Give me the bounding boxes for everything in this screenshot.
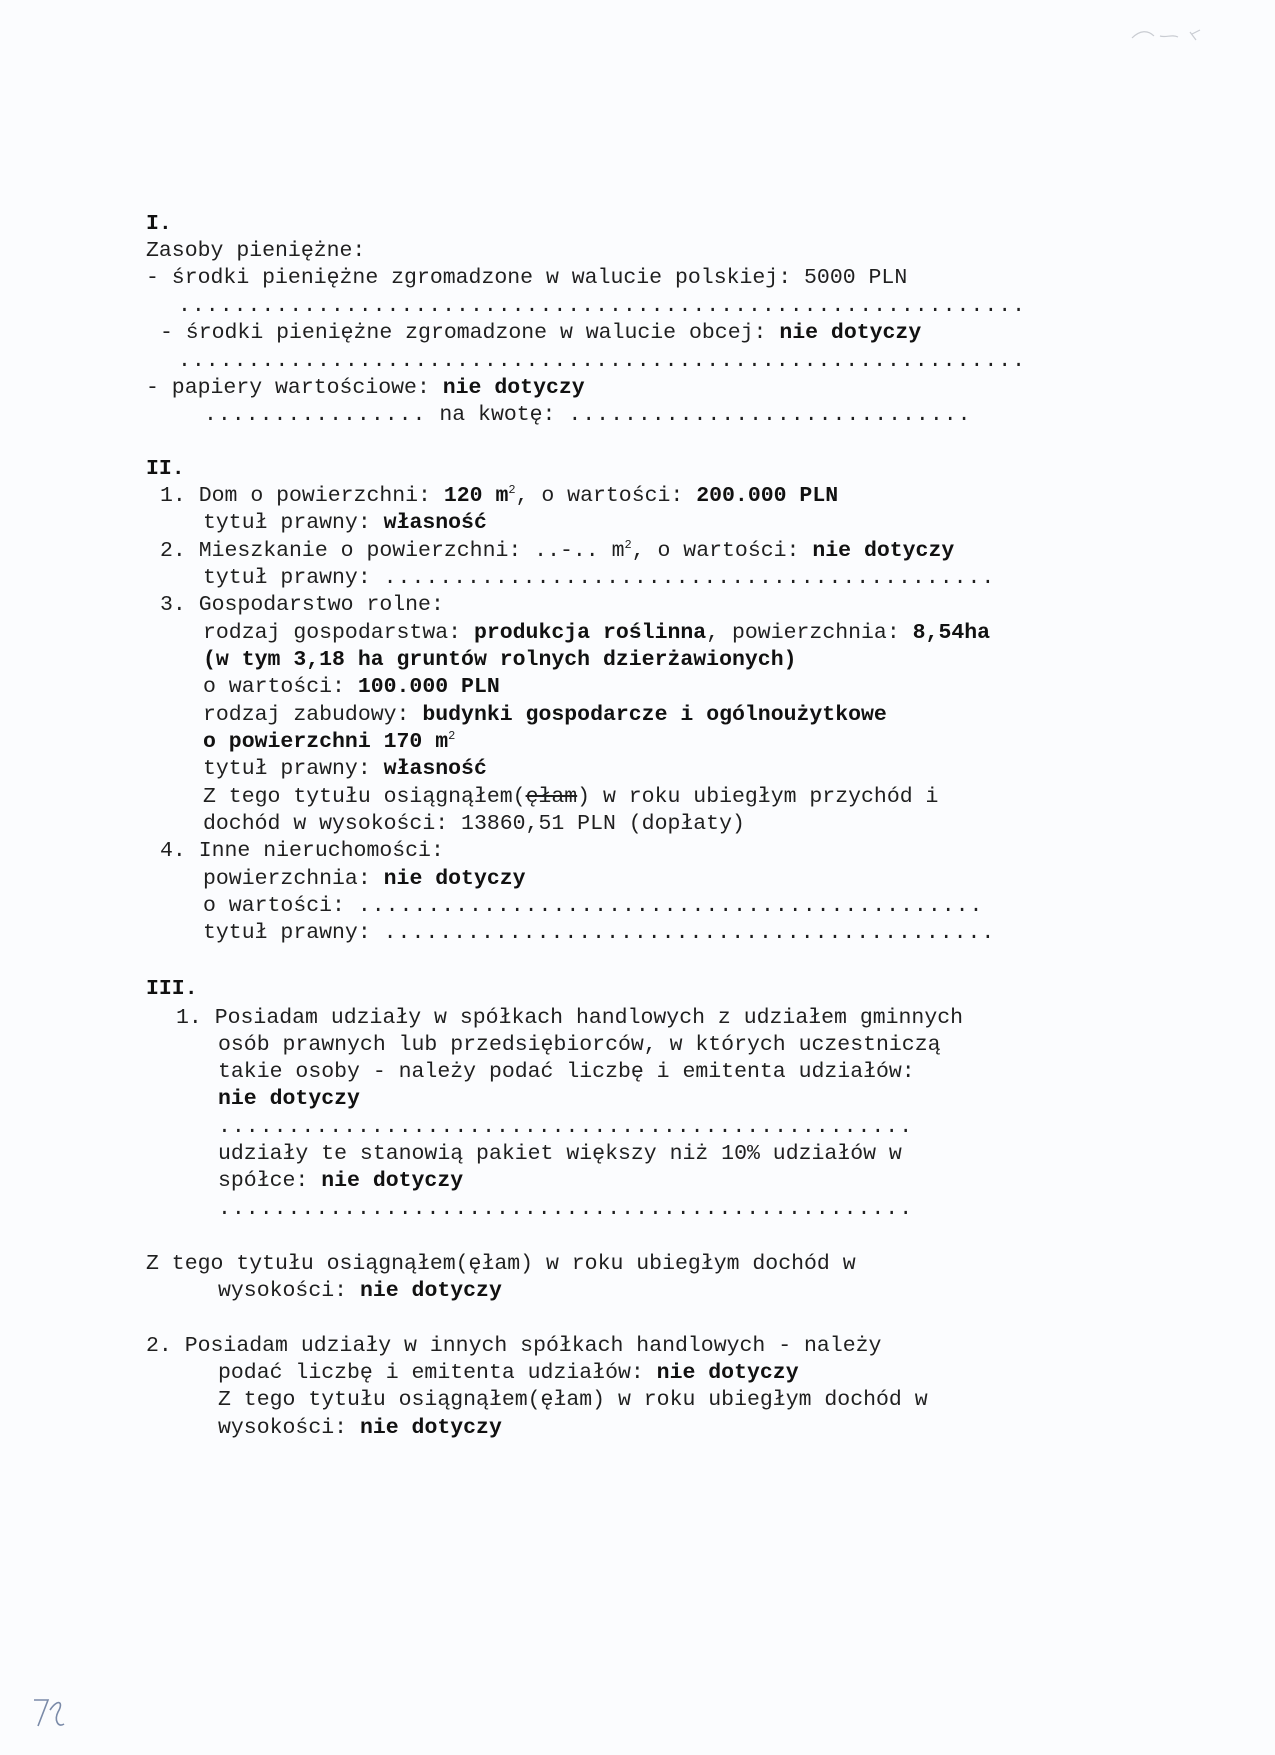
other-shares-line-3: Z tego tytułu osiągnąłem(ęłam) w roku ubiegłym dochód w — [218, 1388, 928, 1412]
apartment-label: Mieszkanie o powierzchni: ..-.. m — [198, 539, 625, 563]
shares-line-1: 1. Posiadam udziały w spółkach handlowych z udziałem gminnych — [176, 1006, 964, 1030]
buildings-value: budynki gospodarcze i ogólnoużytkowe — [422, 703, 887, 727]
dotted-line: ............................................. — [357, 894, 984, 918]
dotted-line: ............................................................. — [178, 349, 1027, 373]
farm-value-line — [203, 674, 500, 701]
item-number: 2. — [160, 539, 186, 563]
dotted-line: ............................................................. — [178, 294, 1027, 318]
farm-area-value: 8,54ha — [912, 621, 991, 645]
shares-value-1: nie dotyczy — [218, 1087, 360, 1111]
other-shares-line-2: podać liczbę i emitenta udziałów: nie dotyczy — [218, 1361, 799, 1385]
shares-line-3: takie osoby - należy podać liczbę i emitenta udziałów: — [218, 1060, 915, 1084]
apartment-title-line — [203, 565, 995, 592]
dotted-line: ................ — [204, 403, 427, 427]
farm-value: 100.000 PLN — [357, 675, 500, 699]
section-1-title: Zasoby pieniężne: — [146, 239, 366, 263]
title-label: tytuł prawny: — [203, 757, 384, 781]
farm-value-label: o wartości: — [203, 675, 358, 699]
house-label: Dom o powierzchni: — [198, 484, 444, 508]
superscript: 2 — [624, 537, 632, 552]
other-shares-line-4: wysokości: nie dotyczy — [218, 1416, 502, 1440]
house-title-line — [203, 510, 487, 537]
shares-line-5: spółce: nie dotyczy — [218, 1169, 464, 1193]
farm-income-line-2: dochód w wysokości: 13860,51 PLN (dopłaty) — [203, 812, 745, 836]
item-number: 1. — [160, 484, 186, 508]
title-label: tytuł prawny: — [203, 566, 384, 590]
shares-income-value: nie dotyczy — [359, 1279, 502, 1303]
house-mid: , o wartości: — [515, 484, 697, 508]
section-3-heading: III. — [146, 977, 198, 1001]
house-area: 120 m — [443, 484, 509, 508]
farm-label: Gospodarstwo rolne: — [198, 593, 444, 617]
superscript: 2 — [508, 482, 516, 497]
shares-line-2: osób prawnych lub przedsiębiorców, w których uczestniczą — [218, 1033, 941, 1057]
area-value: nie dotyczy — [383, 867, 526, 891]
shares-income-line-1: Z tego tytułu osiągnąłem(ęłam) w roku ubiegłym dochód w — [146, 1252, 856, 1276]
farm-area-label: , powierzchnia: — [706, 621, 913, 645]
scan-corner-mark — [1130, 24, 1220, 44]
shares-income-line-2: wysokości: nie dotyczy — [218, 1279, 502, 1303]
foreign-funds-label: - środki pieniężne zgromadzone w walucie obcej: — [160, 321, 780, 345]
area-label: powierzchnia: — [203, 867, 384, 891]
apartment-value: nie dotyczy — [812, 539, 955, 563]
dotted-line: .................................................. — [218, 1197, 914, 1221]
buildings-label: rodzaj zabudowy: — [203, 703, 423, 727]
shares-value-2: nie dotyczy — [321, 1169, 464, 1193]
foreign-funds-line — [160, 320, 921, 347]
title-label: tytuł prawny: — [203, 921, 384, 945]
title-value: własność — [383, 757, 487, 781]
farm-buildings-area: o powierzchni 170 $m^2$ — [203, 728, 456, 754]
foreign-funds-value: nie dotyczy — [779, 321, 922, 345]
pln-funds-line — [146, 265, 907, 292]
other-title-line — [203, 920, 995, 947]
item-number: 2. — [146, 1334, 172, 1358]
farm-line — [160, 592, 444, 619]
value-label: o wartości: — [203, 894, 358, 918]
house-value: 200.000 PLN — [696, 484, 839, 508]
other-area-line — [203, 866, 526, 893]
securities-value: nie dotyczy — [442, 376, 585, 400]
section-2-heading: II. — [146, 457, 185, 481]
pln-funds-label: - środki pieniężne zgromadzone w walucie polskiej: — [146, 266, 805, 290]
securities-label: - papiery wartościowe: — [146, 376, 443, 400]
other-shares-value: nie dotyczy — [656, 1361, 799, 1385]
struck-text: ęłam — [525, 785, 578, 809]
farm-type-line — [203, 620, 990, 647]
superscript: 2 — [448, 728, 456, 743]
title-label: tytuł prawny: — [203, 511, 384, 535]
item-number: 1. — [176, 1006, 202, 1030]
apartment-mid: , o wartości: — [631, 539, 813, 563]
dotted-line: ............................................ — [383, 566, 996, 590]
farm-income-line-1: Z tego tytułu osiągnąłem(ęłam) w roku ubiegłym przychód i — [203, 785, 939, 809]
other-shares-line-1: 2. Posiadam udziały w innych spółkach handlowych - należy — [146, 1334, 882, 1358]
securities-amount-line — [204, 402, 972, 429]
farm-title-line — [203, 756, 487, 783]
farm-type-value: produkcja roślinna — [473, 621, 707, 645]
dotted-line: ............................. — [568, 403, 972, 427]
handwritten-page-mark-icon — [28, 1690, 72, 1734]
other-property-label: Inne nieruchomości: — [198, 839, 444, 863]
farm-buildings-line — [203, 702, 887, 729]
farm-type-label: rodzaj gospodarstwa: — [203, 621, 474, 645]
other-shares-income-value: nie dotyczy — [359, 1416, 502, 1440]
securities-line — [146, 375, 585, 402]
other-value-line — [203, 893, 983, 920]
item-number: 4. — [160, 839, 186, 863]
dotted-line: .................................................. — [218, 1115, 914, 1139]
title-value: własność — [383, 511, 487, 535]
section-1-heading: I. — [146, 212, 172, 236]
amount-label: na kwotę: — [426, 403, 569, 427]
apartment-line — [160, 538, 954, 565]
dotted-line: ............................................ — [383, 921, 996, 945]
item-number: 3. — [160, 593, 186, 617]
pln-funds-value: 5000 PLN — [804, 266, 908, 290]
farm-area-note: (w tym 3,18 ha gruntów rolnych dzierżawionych) — [203, 648, 797, 672]
shares-line-4: udziały te stanowią pakiet większy niż 10% udziałów w — [218, 1142, 902, 1166]
other-property-line — [160, 838, 444, 865]
house-line — [160, 483, 838, 510]
